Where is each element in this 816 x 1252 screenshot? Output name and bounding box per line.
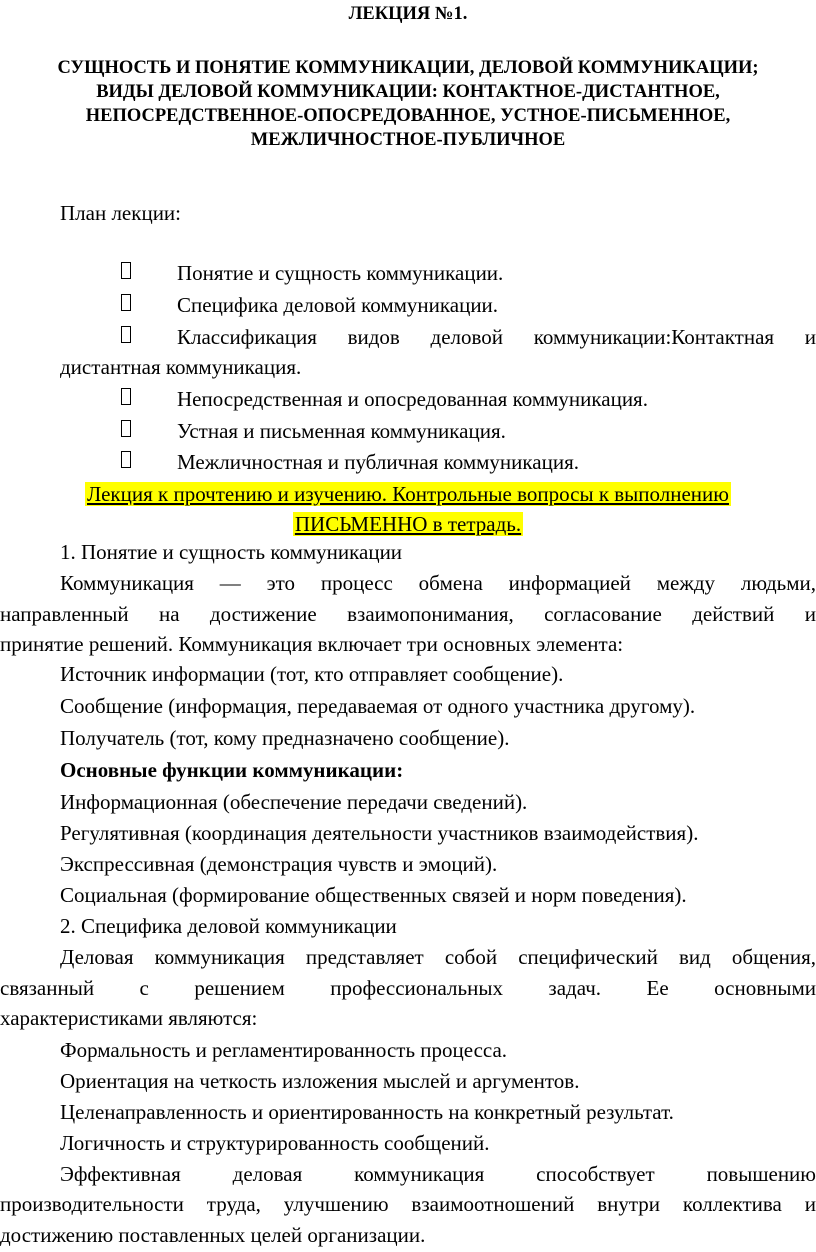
section2-heading: 2. Специфика деловой коммуникации: [60, 914, 397, 938]
paragraph-line: Эффективная деловая коммуникация способствует повышению: [60, 1162, 816, 1186]
bullet-box-icon: [120, 384, 134, 406]
function-item: Информационная (обеспечение передачи сведений).: [60, 790, 528, 814]
paragraph-line: Деловая коммуникация представляет собой специфический вид общения,: [60, 945, 816, 969]
trait-item: Ориентация на четкость изложения мыслей и аргументов.: [60, 1069, 580, 1093]
notice-line: ПИСЬМЕННО в тетрадь.: [294, 512, 522, 536]
plan-item-text-continued: дистантная коммуникация.: [60, 355, 302, 379]
trait-item: Формальность и регламентированность процесса.: [60, 1038, 508, 1062]
lecture-number: ЛЕКЦИЯ №1.: [348, 4, 468, 24]
function-item: Экспрессивная (демонстрация чувств и эмоций).: [60, 852, 498, 876]
paragraph-line: Коммуникация — это процесс обмена информацией между людьми,: [60, 571, 816, 595]
paragraph-line: достижению поставленных целей организации.: [0, 1223, 426, 1247]
plan-item-text: Понятие и сущность коммуникации.: [177, 261, 504, 285]
section1-heading: 1. Понятие и сущность коммуникации: [60, 540, 403, 564]
paragraph-line: направленный на достижение взаимопонимания, согласование действий и: [0, 602, 816, 626]
element-item: Сообщение (информация, передаваемая от одного участника другому).: [60, 694, 696, 718]
title-line: НЕПОСРЕДСТВЕННОЕ-ОПОСРЕДОВАННОЕ, УСТНОЕ-ПИСЬМЕННОЕ,: [85, 106, 731, 126]
paragraph-line: связанный с решением профессиональных задач. Ее основными: [0, 976, 816, 1000]
bullet-box-icon: [120, 290, 134, 312]
plan-item-text: Устная и письменная коммуникация.: [177, 419, 506, 443]
trait-item: Целенаправленность и ориентированность на конкретный результат.: [60, 1100, 674, 1124]
title-line: СУЩНОСТЬ И ПОНЯТИЕ КОММУНИКАЦИИ, ДЕЛОВОЙ КОММУНИКАЦИИ;: [57, 58, 759, 78]
title-line: ВИДЫ ДЕЛОВОЙ КОММУНИКАЦИИ: КОНТАКТНОЕ-ДИСТАНТНОЕ,: [96, 82, 720, 102]
bullet-box-icon: [120, 258, 134, 280]
bullet-box-icon: [120, 322, 134, 344]
paragraph-line: характеристиками являются:: [0, 1006, 258, 1030]
plan-item-text: Межличностная и публичная коммуникация.: [177, 450, 579, 474]
function-item: Социальная (формирование общественных связей и норм поведения).: [60, 883, 687, 907]
element-item: Получатель (тот, кому предназначено сообщение).: [60, 726, 510, 750]
title-line: МЕЖЛИЧНОСТНОЕ-ПУБЛИЧНОЕ: [250, 130, 566, 150]
plan-item-text: Классификация видов деловой коммуникации:Контактная и: [177, 325, 816, 349]
element-item: Источник информации (тот, кто отправляет сообщение).: [60, 662, 564, 686]
highlighted-notice: [0, 509, 816, 539]
functions-heading: Основные функции коммуникации:: [60, 758, 404, 782]
paragraph-line: принятие решений. Коммуникация включает три основных элемента:: [0, 632, 624, 656]
bullet-box-icon: [120, 416, 134, 438]
lecture-title: [0, 56, 816, 152]
function-item: Регулятивная (координация деятельности участников взаимодействия).: [60, 821, 699, 845]
plan-heading: План лекции:: [60, 201, 182, 225]
bullet-box-icon: [120, 447, 134, 469]
paragraph-line: производительности труда, улучшению взаимоотношений внутри коллектива и: [0, 1192, 816, 1216]
highlighted-notice: [0, 479, 816, 509]
trait-item: Логичность и структурированность сообщений.: [60, 1131, 490, 1155]
plan-item-text: Специфика деловой коммуникации.: [177, 293, 499, 317]
plan-item-text: Непосредственная и опосредованная коммуникация.: [177, 387, 648, 411]
notice-line: Лекция к прочтению и изучению. Контрольные вопросы к выполнению: [87, 482, 729, 506]
